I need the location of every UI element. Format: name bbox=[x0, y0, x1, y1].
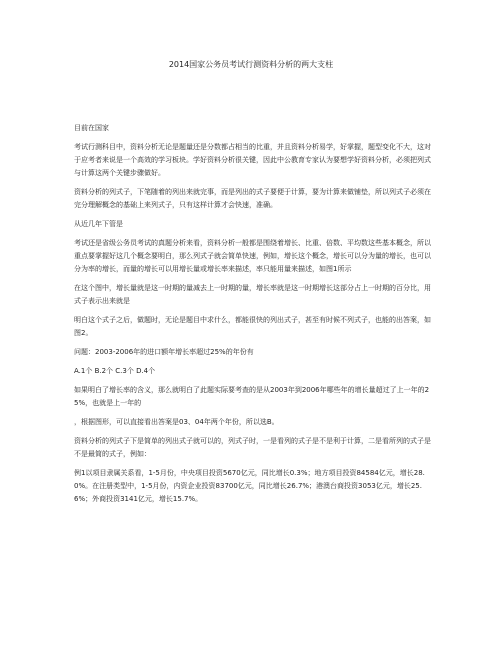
answer-options: A.1个 B.2个 C.3个 D.4个 bbox=[74, 367, 156, 375]
document-body bbox=[74, 122, 434, 506]
paragraph: 考试还是省级公务员考试的真题分析来看，资料分析一般都是围绕着增长、比重、倍数、平均数这些基本概念，所以重点要掌握好这几个概念要明白，那么列式子就会简单快速，例如，增长这个概念，增长可以分为量的增长，也可以分为率的增长，而量的增长可以用增长量或增长率来描述，率只能用量来描述，如图1所示 bbox=[74, 239, 431, 273]
example-paragraph: 例1以项目隶属关系看，1-5月份，中央项目投资5670亿元，同比增长0.3%；地方项目投资84584亿元，增长28.0%。在注册类型中，1-5月份，内资企业投资83700亿元，同比增长26.7%；港澳台商投资3053亿元，增长25.6%；外商投资3141亿元，增长15.7%。 bbox=[74, 469, 425, 503]
paragraph: ，根据图形，可以直接看出答案是03、04年两个年份，所以选B。 bbox=[74, 418, 279, 426]
document-title: 2014国家公务员考试行测资料分析的两大支柱 bbox=[168, 60, 334, 69]
paragraph: 目前在国家 bbox=[74, 124, 109, 132]
paragraph: 资料分析的列式子，下笔随着的列出来就完事，而是列出的式子要便于计算，要为计算来做铺垫，所以列式子必须在完分理解概念的基础上来列式子，只有这样计算才会快速，准确。 bbox=[74, 188, 431, 209]
paragraph: 如果明白了增长率的含义，那么就明白了此题实际要考查的是从2003年到2006年哪些年的增长量超过了上一年的25%，也就是上一年的 bbox=[74, 386, 430, 407]
paragraph: 明白这个式子之后，做题时，无论是题目中求什么，都能很快的列出式子，甚至有时候不列式子，也能的出答案，如图2。 bbox=[74, 316, 431, 337]
paragraph: 在这个图中，增长量就是这一时期的量减去上一时期的量，增长率就是这一时期增长这部分占上一时期的百分比，用式子表示出来就是 bbox=[74, 284, 431, 305]
question-text: 问题：2003-2006年的进口额年增长率超过25%的年份有 bbox=[74, 348, 254, 356]
paragraph: 从近几年下管是 bbox=[74, 220, 123, 228]
paragraph: 考试行测科目中，资料分析无论是题量还是分数都占相当的比重，并且资料分析易学，好掌握，题型变化不大，这对于应考者来说是一个高效的学习板块。学好资料分析很关键，因此中公教育专家认为要想学好资料分析，必须把列式与计算这两个关键步骤做好。 bbox=[74, 143, 431, 177]
paragraph: 资料分析的列式子下是简单的列出式子就可以的，列式子时，一是看列的式子是不是利于计算，二是看所列的式子是不是最简的式子，例如： bbox=[74, 437, 431, 458]
